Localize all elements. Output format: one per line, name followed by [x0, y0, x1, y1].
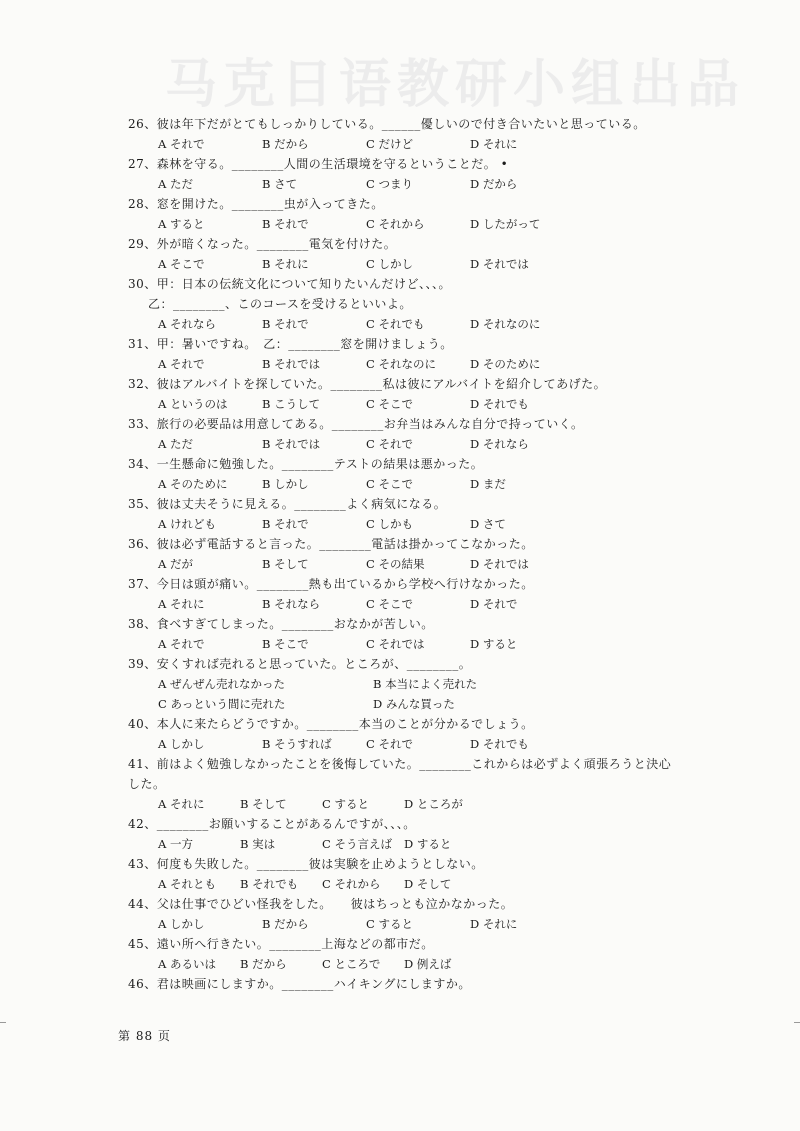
- option: C それなのに: [366, 357, 436, 371]
- page-number: 第 88 页: [118, 1029, 171, 1043]
- option: D すると: [470, 637, 518, 651]
- question-45: 45、遠い所へ行きたい。________上海などの都市だ。: [128, 937, 434, 951]
- option: A それで: [158, 357, 205, 371]
- option: D それでも: [470, 397, 529, 411]
- option: A それで: [158, 637, 205, 651]
- option: B 実は: [240, 837, 276, 851]
- options-44: [128, 914, 676, 934]
- question-40: 40、本人に来たらどうですか。________本当のことが分かるでしょう。: [128, 717, 534, 731]
- option: C しかし: [366, 257, 413, 271]
- question-36: 36、彼は必ず電話すると言った。________電話は掛かってこなかった。: [128, 537, 534, 551]
- option: A それで: [158, 137, 205, 151]
- option: B そして: [262, 557, 309, 571]
- option: C すると: [322, 797, 369, 811]
- question-39: 39、安くすれば売れると思っていた。ところが、________。: [128, 657, 472, 671]
- option: A それなら: [158, 317, 216, 331]
- option: B それでは: [262, 437, 321, 451]
- option: B だから: [240, 957, 287, 971]
- option: D それなのに: [470, 317, 541, 331]
- option: B 本当によく売れた: [373, 677, 478, 691]
- option: C それでは: [366, 637, 425, 651]
- question-33: 33、旅行の必要品は用意してある。________お弁当はみんな自分で持っていく。: [128, 417, 584, 431]
- question-32: 32、彼はアルバイトを探していた。________私は彼にアルバイトを紹介してあげた。: [128, 377, 607, 391]
- option: B こうして: [262, 397, 321, 411]
- option: D だから: [470, 177, 518, 191]
- option: D そのために: [470, 357, 541, 371]
- option: B それでも: [240, 877, 299, 891]
- option: C それから: [366, 217, 425, 231]
- option: D そして: [404, 877, 452, 891]
- option: B そこで: [262, 637, 309, 651]
- option: D それなら: [470, 437, 529, 451]
- question-35: 35、彼は丈夫そうに見える。________よく病気になる。: [128, 497, 447, 511]
- question-27: 27、森林を守る。________人間の生活環境を守るということだ。 •: [128, 157, 509, 171]
- options-31: [128, 354, 676, 374]
- option: D ところが: [404, 797, 463, 811]
- question-38: 38、食べすぎてしまった。________おなかが苦しい。: [128, 617, 434, 631]
- options-32: [128, 394, 676, 414]
- options-33: [128, 434, 676, 454]
- option: A 一方: [158, 837, 193, 851]
- question-31: 31、甲：暑いですね。 乙：________窓を開けましょう。: [128, 337, 453, 351]
- option: A というのは: [158, 397, 228, 411]
- question-34: 34、一生懸命に勉強した。________テストの結果は悪かった。: [128, 457, 484, 471]
- option: C あっという間に売れた: [158, 697, 286, 711]
- options-30: [128, 314, 676, 334]
- option: A しかし: [158, 917, 205, 931]
- options-36: [128, 554, 676, 574]
- option: D それで: [470, 597, 518, 611]
- option: A そのために: [158, 477, 228, 491]
- option: B それに: [262, 257, 309, 271]
- options-29: [128, 254, 676, 274]
- options-27: [128, 174, 676, 194]
- options-35: [128, 514, 676, 534]
- options-41: [128, 794, 676, 814]
- option: C そこで: [366, 597, 413, 611]
- option: A それに: [158, 597, 205, 611]
- option: A けれども: [158, 517, 216, 531]
- option: D したがって: [470, 217, 541, 231]
- option: D それでも: [470, 737, 529, 751]
- option: A それとも: [158, 877, 216, 891]
- option: A ぜんぜん売れなかった: [158, 677, 285, 691]
- option: B だから: [262, 137, 309, 151]
- options-28: [128, 214, 676, 234]
- options-39-ab: [128, 674, 676, 694]
- question-list: [128, 114, 676, 994]
- question-37: 37、今日は頭が痛い。________熱も出ているから学校へ行けなかった。: [128, 577, 534, 591]
- options-38: [128, 634, 676, 654]
- option: D みんな買った: [373, 697, 455, 711]
- options-26: [128, 134, 676, 154]
- option: C それで: [366, 737, 413, 751]
- question-43: 43、何度も失敗した。________彼は実験を止めようとしない。: [128, 857, 484, 871]
- option: D まだ: [470, 477, 506, 491]
- question-46: 46、君は映画にしますか。________ハイキングにしますか。: [128, 977, 471, 991]
- option: C すると: [366, 917, 413, 931]
- option: C そう言えば: [322, 837, 392, 851]
- option: A ただ: [158, 437, 193, 451]
- option: C それでも: [366, 317, 425, 331]
- question-29: 29、外が暗くなった。________電気を付けた。: [128, 237, 397, 251]
- options-34: [128, 474, 676, 494]
- option: B しかし: [262, 477, 309, 491]
- option: D それでは: [470, 257, 529, 271]
- option: A あるいは: [158, 957, 216, 971]
- option: B それで: [262, 317, 309, 331]
- option: C そこで: [366, 397, 413, 411]
- option: D 例えば: [404, 957, 452, 971]
- option: B それで: [262, 217, 309, 231]
- question-28: 28、窓を開けた。________虫が入ってきた。: [128, 197, 384, 211]
- question-30: 30、甲：日本の伝統文化について知りたいんだけど、、、。: [128, 277, 452, 291]
- option: C だけど: [366, 137, 413, 151]
- option: B それでは: [262, 357, 321, 371]
- option: B そうすれば: [262, 737, 332, 751]
- scan-edge-mark: [794, 1022, 800, 1023]
- option: C つまり: [366, 177, 413, 191]
- option: C そこで: [366, 477, 413, 491]
- option: D それでは: [470, 557, 529, 571]
- watermark: 马克日语教研小组出品: [165, 55, 746, 115]
- option: D それに: [470, 917, 518, 931]
- option: D すると: [404, 837, 452, 851]
- option: B そして: [240, 797, 287, 811]
- question-42: 42、________お願いすることがあるんですが、、、。: [128, 817, 416, 831]
- option: C ところで: [322, 957, 381, 971]
- option: A だが: [158, 557, 193, 571]
- option: B さて: [262, 177, 298, 191]
- question-41: 41、前はよく勉強しなかったことを後悔していた。________これからは必ずよく頑張ろうと決心した。: [128, 757, 672, 791]
- option: A ただ: [158, 177, 193, 191]
- option: C それから: [322, 877, 381, 891]
- option: B それで: [262, 517, 309, 531]
- options-37: [128, 594, 676, 614]
- question-44: 44、父は仕事でひどい怪我をした。 彼はちっとも泣かなかった。: [128, 897, 514, 911]
- options-42: [128, 834, 676, 854]
- option: A すると: [158, 217, 205, 231]
- option: C しかも: [366, 517, 413, 531]
- option: B それなら: [262, 597, 321, 611]
- scan-edge-mark: [0, 1022, 6, 1023]
- option: C その結果: [366, 557, 425, 571]
- options-45: [128, 954, 676, 974]
- option: B だから: [262, 917, 309, 931]
- option: A そこで: [158, 257, 205, 271]
- options-39-cd: [128, 694, 676, 714]
- question-30-reply: 乙：________、このコースを受けるといいよ。: [148, 297, 412, 311]
- option: A それに: [158, 797, 205, 811]
- option: C それで: [366, 437, 413, 451]
- option: D さて: [470, 517, 506, 531]
- option: A しかし: [158, 737, 205, 751]
- options-40: [128, 734, 676, 754]
- option: D それに: [470, 137, 518, 151]
- question-26: 26、彼は年下だがとてもしっかりしている。______優しいので付き合いたいと思っている。: [128, 117, 646, 131]
- options-43: [128, 874, 676, 894]
